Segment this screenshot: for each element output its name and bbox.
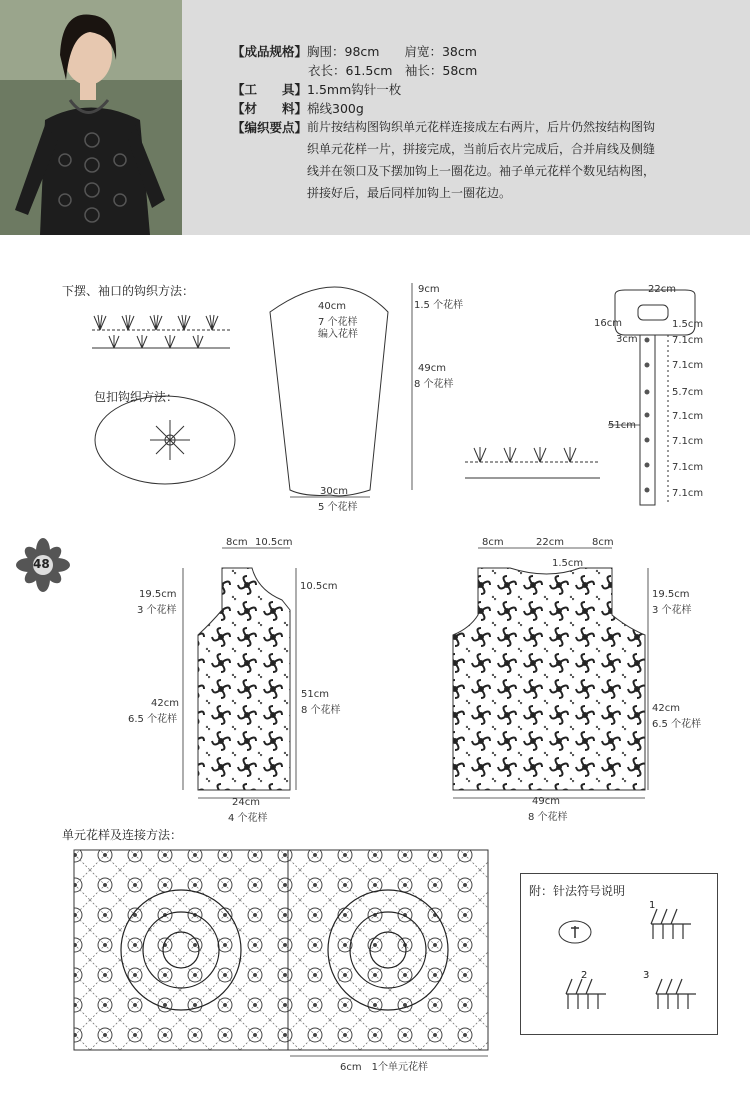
placket-spacing: 7.1cm xyxy=(672,488,704,499)
sleeve-bottom-motifs: 5 个花样 xyxy=(318,502,358,513)
tool-label: 【工 具】 xyxy=(232,82,308,97)
notes-label: 【编织要点】 xyxy=(232,120,308,135)
sleeve-cap-motifs: 1.5 个花样 xyxy=(414,300,464,311)
sleeve-top-note: 编入花样 xyxy=(318,329,358,340)
placket-edging-chart xyxy=(465,447,600,478)
size-line1: 胸围：98cm 肩宽：38cm xyxy=(307,44,477,59)
back-body-height: 42cm xyxy=(652,703,680,714)
front-bottom-width: 24cm xyxy=(232,797,260,808)
placket-spacing: 5.7cm xyxy=(672,387,704,398)
hem-edging-chart xyxy=(92,315,230,348)
notes-line: 拼接好后，最后同样加钩上一圈花边。 xyxy=(307,186,512,200)
placket-buttons xyxy=(645,338,650,493)
placket-length: 51cm xyxy=(608,420,636,431)
back-shoulder-left: 8cm xyxy=(482,537,504,548)
front-body-height: 42cm xyxy=(151,698,179,709)
back-bottom-width: 49cm xyxy=(532,796,560,807)
front-arm-motifs: 3 个花样 xyxy=(137,605,177,616)
back-arm-height: 19.5cm xyxy=(652,589,690,600)
back-bottom-motifs: 8 个花样 xyxy=(528,812,568,823)
legend-step-2: 2 xyxy=(581,970,588,981)
back-neck: 22cm xyxy=(536,537,564,548)
placket-spacing: 7.1cm xyxy=(672,335,704,346)
placket-gap: 3cm xyxy=(616,334,638,345)
size-line2: 衣长：61.5cm 袖长：58cm xyxy=(308,63,478,78)
sleeve-bottom-width: 30cm xyxy=(320,486,348,497)
placket-side: 16cm xyxy=(594,318,622,329)
sleeve-cap-height: 9cm xyxy=(418,284,440,295)
legend-diagrams xyxy=(521,874,717,1034)
placket-spacing: 7.1cm xyxy=(672,411,704,422)
stitch-legend-box xyxy=(520,873,718,1035)
placket-neck-width: 22cm xyxy=(648,284,676,295)
front-bottom-motifs: 4 个花样 xyxy=(228,813,268,824)
size-label: 【成品规格】 xyxy=(232,44,308,59)
material-value: 棉线300g xyxy=(307,101,364,116)
back-panel xyxy=(453,548,648,798)
material-label: 【材 料】 xyxy=(232,101,308,116)
section-button-title: 包扣钩织方法： xyxy=(94,390,179,404)
sleeve-top-motifs: 7 个花样 xyxy=(318,317,358,328)
sleeve-top-width: 40cm xyxy=(318,301,346,312)
sleeve-length: 49cm xyxy=(418,363,446,374)
legend-step-1: 1 xyxy=(649,900,656,911)
back-neck-drop: 1.5cm xyxy=(552,558,584,569)
placket-spacing: 7.1cm xyxy=(672,436,704,447)
motif-chart xyxy=(74,850,488,1056)
front-length-motifs: 8 个花样 xyxy=(301,705,341,716)
front-arm-height: 19.5cm xyxy=(139,589,177,600)
section-hem-title: 下摆、袖口的钩织方法： xyxy=(62,284,195,298)
front-panel xyxy=(183,548,296,798)
motif-scale-label: 6cm 1个单元花样 xyxy=(340,1062,428,1073)
placket-spacing: 7.1cm xyxy=(672,360,704,371)
back-shoulder-right: 8cm xyxy=(592,537,614,548)
notes-line: 线并在领口及下摆加钩上一圈花边。袖子单元花样个数见结构图， xyxy=(307,164,656,178)
section-motif-title: 单元花样及连接方法： xyxy=(62,828,183,842)
notes-line: 前片按结构图钩织单元花样连接成左右两片，后片仍然按结构图钩 xyxy=(307,120,656,134)
front-neck: 10.5cm xyxy=(255,537,293,548)
front-shoulder: 8cm xyxy=(226,537,248,548)
front-body-motifs: 6.5 个花样 xyxy=(128,714,178,725)
legend-step-3: 3 xyxy=(643,970,650,981)
front-length: 51cm xyxy=(301,689,329,700)
page-number: 48 xyxy=(33,557,50,571)
button-chart xyxy=(95,396,235,484)
placket-small: 1.5cm xyxy=(672,319,704,330)
back-arm-motifs: 3 个花样 xyxy=(652,605,692,616)
tool-value: 1.5mm钩针一枚 xyxy=(307,82,402,97)
legend-title: 附：针法符号说明 xyxy=(529,884,626,898)
placket-spacing: 7.1cm xyxy=(672,462,704,473)
back-body-motifs: 6.5 个花样 xyxy=(652,719,702,730)
notes-line: 织单元花样一片，拼接完成，当前后衣片完成后，合并肩线及侧缝 xyxy=(307,142,656,156)
front-neck-drop: 10.5cm xyxy=(300,581,338,592)
sleeve-length-motifs: 8 个花样 xyxy=(414,379,454,390)
